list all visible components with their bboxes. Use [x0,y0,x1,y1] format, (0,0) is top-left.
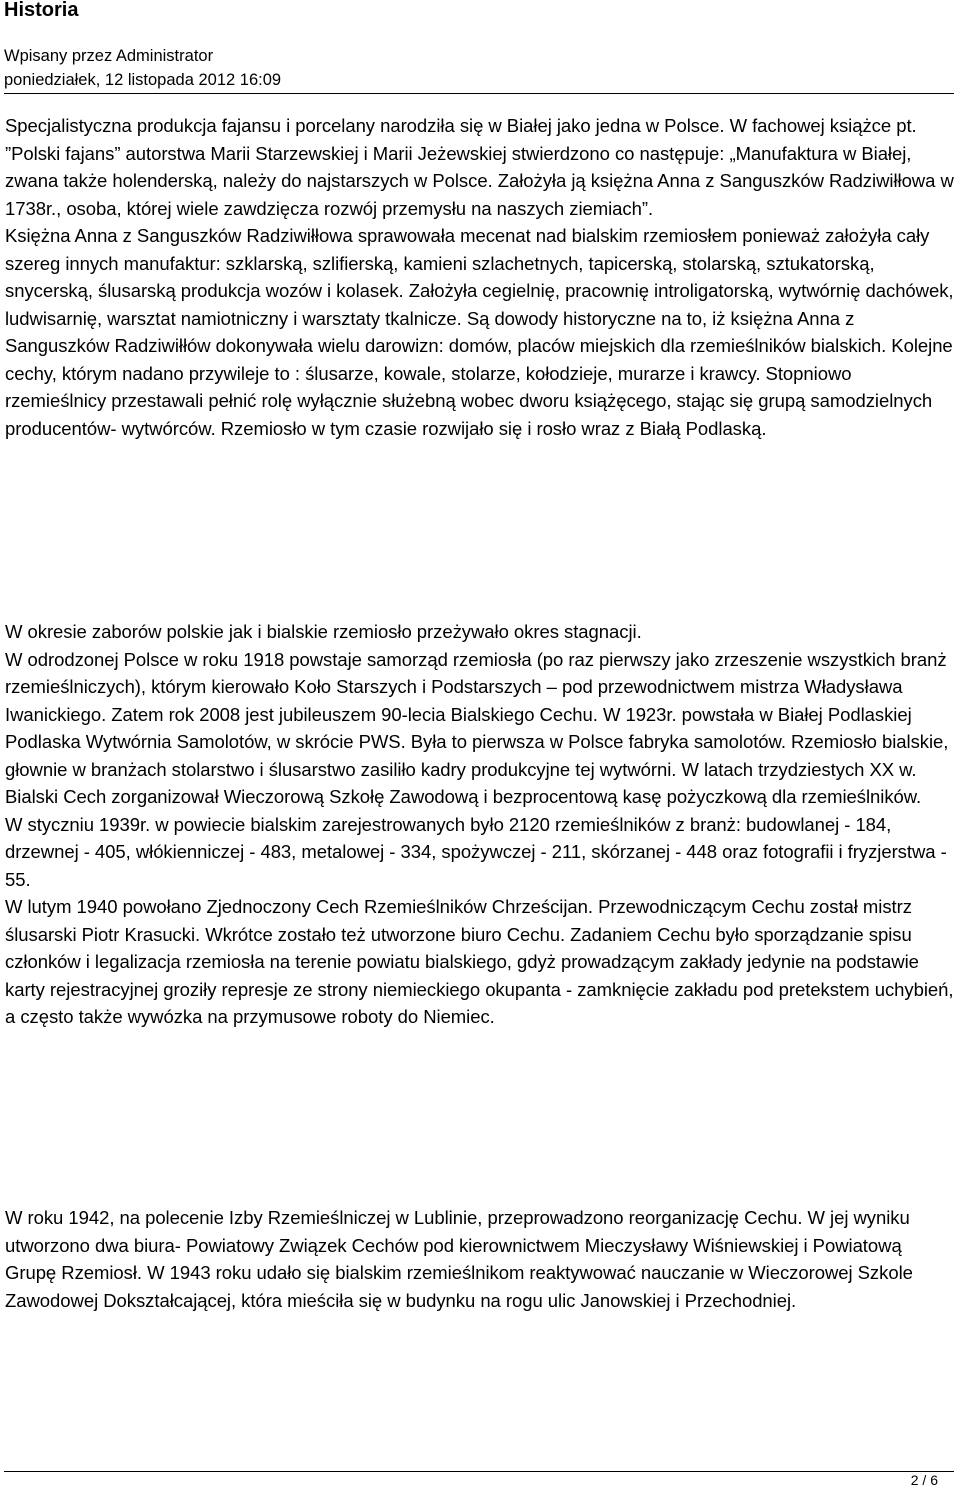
paragraph: W okresie zaborów polskie jak i bialskie rzemiosło przeżywało okres stagnacji. [5,621,642,642]
paragraph: W lutym 1940 powołano Zjednoczony Cech Rzemieślników Chrześcijan. Przewodniczącym Cechu został mistrz ślusarski Piotr Krasucki. Wkrótce zostało też utworzone biuro Cechu. Zadaniem Cechu było sporządzanie spisu członków i legalizacja rzemiosła na terenie powiatu bialskiego, gdyż prowadzącym zakłady jedynie na podstawie karty rejestracyjnej groziły represje ze strony niemieckiego okupanta - zamknięcie zakładu pod pretekstem uchybień, a często także wywózka na przymusowe roboty do Niemiec. [5,896,954,1027]
footer-divider [4,1471,954,1472]
paragraph: W styczniu 1939r. w powiecie bialskim zarejestrowanych było 2120 rzemieślników z branż: budowlanej - 184, drzewnej - 405, włókienniczej - 483, metalowej - 334, spożywczej - 211, skórzanej - 448 oraz fotografii i fryzjerstwa - 55. [5,813,947,890]
text-block-1 [5,112,955,442]
article-title: Historia [4,0,79,21]
paragraph: Specjalistyczna produkcja fajansu i porcelany narodziła się w Białej jako jedna w Polsce. W fachowej książce pt. ”Polski fajans” autorstwa Marii Starzewskiej i Marii Jeżewskiej stwierdzono co następuje: „Manufaktura w Białej, zwana także holenderską, należy do najstarszych w Polsce. Założyła ją księżna Anna z Sanguszków Radziwiłłowa w 1738r., osoba, której wiele zawdzięcza rozwój przemysłu na naszych ziemiach”. [5,115,954,219]
author-line: Wpisany przez Administrator [4,47,214,65]
page-number: 2 / 6 [910,1472,938,1488]
text-block-2 [5,618,955,1031]
date-line: poniedziałek, 12 listopada 2012 16:09 [4,71,282,89]
article-meta [4,44,281,92]
text-block-3 [5,1204,955,1314]
paragraph: W odrodzonej Polsce w roku 1918 powstaje samorząd rzemiosła (po raz pierwszy jako zrzeszenie wszystkich branż rzemieślniczych), którym kierowało Koło Starszych i Podstarszych – pod przewodnictwem mistrza Władysława Iwanickiego. Zatem rok 2008 jest jubileuszem 90-lecia Bialskiego Cechu. W 1923r. powstała w Białej Podlaskiej Podlaska Wytwórnia Samolotów, w skrócie PWS. Była to pierwsza w Polsce fabryka samolotów. Rzemiosło bialskie, głownie w branżach stolarstwo i ślusarstwo zasiliło kadry produkcyjne tej wytwórni. W latach trzydziestych XX w. Bialski Cech zorganizował Wieczorową Szkołę Zawodową i bezprocentową kasę pożyczkową dla rzemieślników. [5,648,949,807]
header-divider [4,93,954,94]
paragraph: W roku 1942, na polecenie Izby Rzemieślniczej w Lublinie, przeprowadzono reorganizację Cechu. W jej wyniku utworzono dwa biura- Powiatowy Związek Cechów pod kierownictwem Mieczysławy Wiśniewskiej i Powiatową Grupę Rzemiosł. W 1943 roku udało się bialskim rzemieślnikom reaktywować nauczanie w Wieczorowej Szkole Zawodowej Dokształcającej, która mieściła się w budynku na rogu ulic Janowskiej i Przechodniej. [5,1207,913,1311]
paragraph: Księżna Anna z Sanguszków Radziwiłłowa sprawowała mecenat nad bialskim rzemiosłem ponieważ założyła cały szereg innych manufaktur: szklarską, szlifierską, kamieni szlachetnych, tapicerską, stolarską, sztukatorską, snycerską, ślusarską produkcja wozów i kolasek. Założyła cegielnię, pracownię introligatorską, wytwórnię dachówek, ludwisarnię, warsztat namiotniczny i warsztaty tkalnicze. Są dowody historyczne na to, iż księżna Anna z Sanguszków Radziwiłłów dokonywała wielu darowizn: domów, placów miejskich dla rzemieślników bialskich. Kolejne cechy, którym nadano przywileje to : ślusarze, kowale, stolarze, kołodzieje, murarze i krawcy. Stopniowo rzemieślnicy przestawali pełnić rolę wyłącznie służebną wobec dworu książęcego, stając się grupą samodzielnych producentów- wytwórców. Rzemiosło w tym czasie rozwijało się i rosło wraz z Białą Podlaską. [5,225,954,439]
